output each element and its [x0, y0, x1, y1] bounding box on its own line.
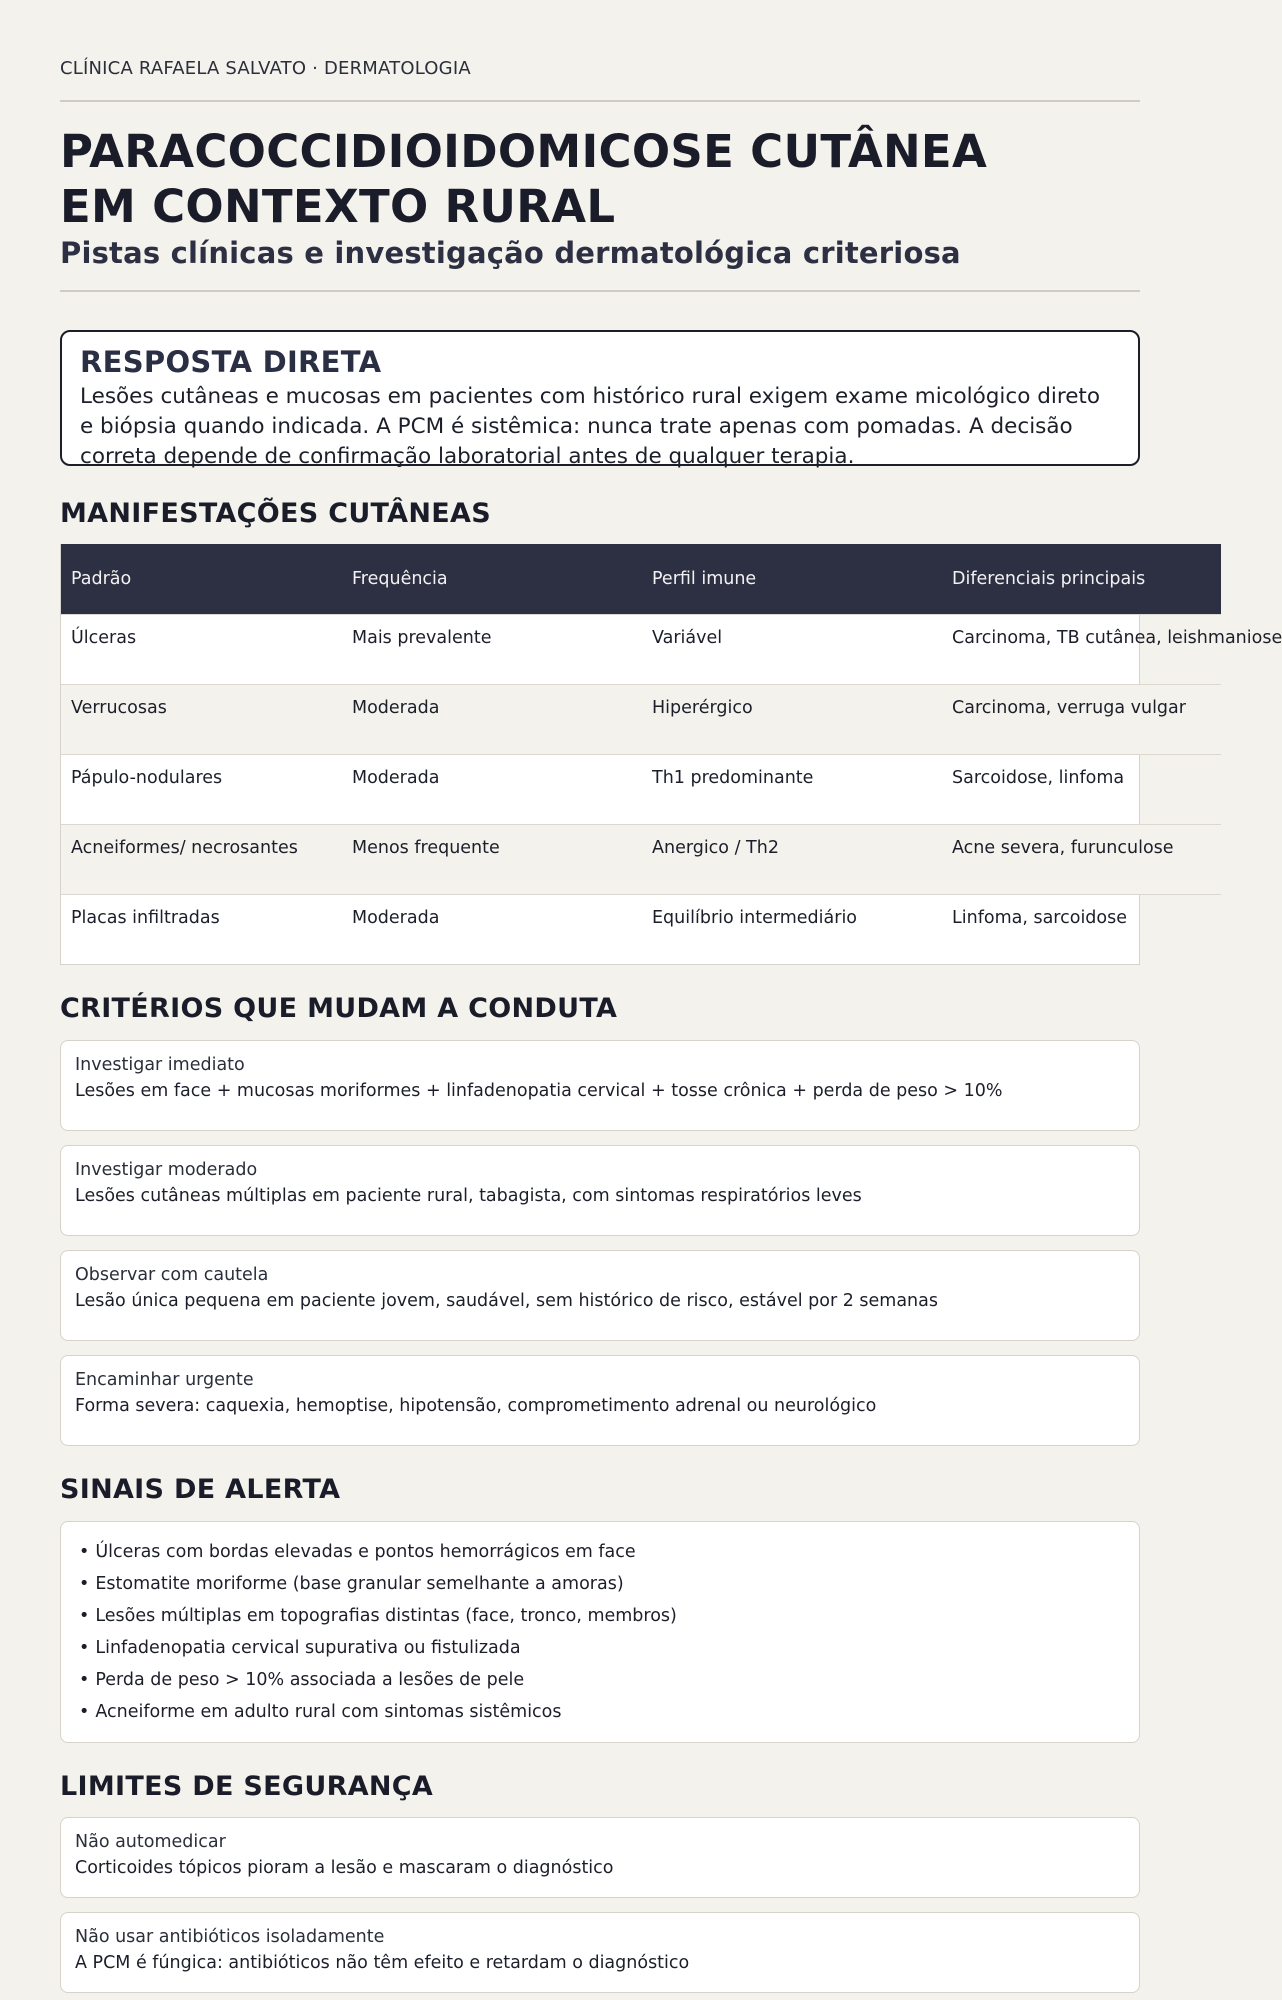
criteria-card-moderate [60, 1145, 1140, 1236]
safety-label: Não usar antibióticos isoladamente [75, 1927, 385, 1947]
column-header-immune-profile: Perfil imune [642, 544, 942, 615]
table-cell: Verrucosas [61, 685, 342, 755]
column-header-frequency: Frequência [342, 544, 642, 615]
table-cell: Úlceras [61, 615, 342, 685]
table-cell: Acne severa, furunculose [942, 825, 1221, 895]
title-divider [60, 290, 1140, 292]
table-cell: Th1 predominante [642, 755, 942, 825]
table-cell: Variável [642, 615, 942, 685]
table-cell: Carcinoma, verruga vulgar [942, 685, 1221, 755]
table-row [61, 755, 1221, 825]
list-item: • Lesões múltiplas em topografias distintas (face, tronco, membros) [79, 1600, 1121, 1632]
direct-answer-title: RESPOSTA DIRETA [80, 345, 382, 379]
table-row [61, 615, 1221, 685]
page-subtitle: Pistas clínicas e investigação dermatológica criteriosa [60, 236, 961, 270]
table-header-row [61, 544, 1221, 615]
table-cell: Equilíbrio intermediário [642, 895, 942, 965]
manifestations-table [61, 544, 1282, 965]
clinic-brand: CLÍNICA RAFAELA SALVATO · DERMATOLOGIA [60, 58, 471, 79]
table-cell: Acneiformes/ necrosantes [61, 825, 342, 895]
table-cell: Moderada [342, 895, 642, 965]
criteria-label: Encaminhar urgente [75, 1370, 254, 1390]
list-item: • Linfadenopatia cervical supurativa ou fistulizada [79, 1632, 1121, 1664]
table-cell: Carcinoma, TB cutânea, leishmaniose [942, 615, 1221, 685]
table-cell: Moderada [342, 685, 642, 755]
column-header-differentials: Diferenciais principais [942, 544, 1221, 615]
safety-text: Corticoides tópicos pioram a lesão e mascaram o diagnóstico [75, 1858, 614, 1878]
criteria-label: Observar com cautela [75, 1265, 269, 1285]
table-cell: Moderada [342, 755, 642, 825]
column-header-pattern: Padrão [61, 544, 342, 615]
criteria-card-immediate [60, 1040, 1140, 1131]
manifestations-table-container [60, 544, 1282, 965]
list-item: • Acneiforme em adulto rural com sintomas sistêmicos [79, 1696, 1121, 1728]
table-row [61, 895, 1221, 965]
criteria-text: Forma severa: caquexia, hemoptise, hipotensão, comprometimento adrenal ou neurológico [75, 1396, 877, 1416]
header-divider [60, 100, 1140, 102]
table-cell: Hiperérgico [642, 685, 942, 755]
table-cell: Placas infiltradas [61, 895, 342, 965]
table-cell: Linfoma, sarcoidose [942, 895, 1221, 965]
page-title-line-2: EM CONTEXTO RURAL [60, 180, 616, 233]
criteria-text: Lesões em face + mucosas moriformes + linfadenopatia cervical + tosse crônica + perda de peso > 10% [75, 1081, 1003, 1101]
table-row [61, 825, 1221, 895]
page-title-line-1: PARACOCCIDIOIDOMICOSE CUTÂNEA [60, 125, 988, 178]
safety-card-no-antibiotics [60, 1912, 1140, 1993]
safety-card-no-self-medication [60, 1817, 1140, 1898]
safety-heading: LIMITES DE SEGURANÇA [60, 1771, 434, 1802]
table-cell: Anergico / Th2 [642, 825, 942, 895]
criteria-heading: CRITÉRIOS QUE MUDAM A CONDUTA [60, 993, 618, 1024]
criteria-card-observe [60, 1250, 1140, 1341]
criteria-text: Lesão única pequena em paciente jovem, saudável, sem histórico de risco, estável por 2 semanas [75, 1291, 938, 1311]
criteria-label: Investigar imediato [75, 1055, 245, 1075]
criteria-card-urgent [60, 1355, 1140, 1446]
list-item: • Úlceras com bordas elevadas e pontos hemorrágicos em face [79, 1536, 1121, 1568]
alerts-heading: SINAIS DE ALERTA [60, 1474, 341, 1505]
page-title [60, 124, 987, 234]
safety-label: Não automedicar [75, 1832, 226, 1852]
list-item: • Estomatite moriforme (base granular semelhante a amoras) [79, 1568, 1121, 1600]
list-item: • Perda de peso > 10% associada a lesões de pele [79, 1664, 1121, 1696]
table-cell: Mais prevalente [342, 615, 642, 685]
safety-text: A PCM é fúngica: antibióticos não têm efeito e retardam o diagnóstico [75, 1953, 690, 1973]
manifestations-heading: MANIFESTAÇÕES CUTÂNEAS [60, 498, 491, 529]
table-cell: Pápulo-nodulares [61, 755, 342, 825]
table-cell: Menos frequente [342, 825, 642, 895]
table-row [61, 685, 1221, 755]
alert-signs-list [60, 1521, 1140, 1743]
direct-answer-box [60, 330, 1140, 469]
table-cell: Sarcoidose, linfoma [942, 755, 1221, 825]
direct-answer-text: Lesões cutâneas e mucosas em pacientes com histórico rural exigem exame micológico direto e biópsia quando indicada. A PCM é sistêmica: nunca trate apenas com pomadas. A decisão correta depende de confirmação laboratorial antes de qualquer terapia. [80, 384, 1101, 469]
criteria-text: Lesões cutâneas múltiplas em paciente rural, tabagista, com sintomas respiratórios leves [75, 1186, 862, 1206]
criteria-label: Investigar moderado [75, 1160, 258, 1180]
